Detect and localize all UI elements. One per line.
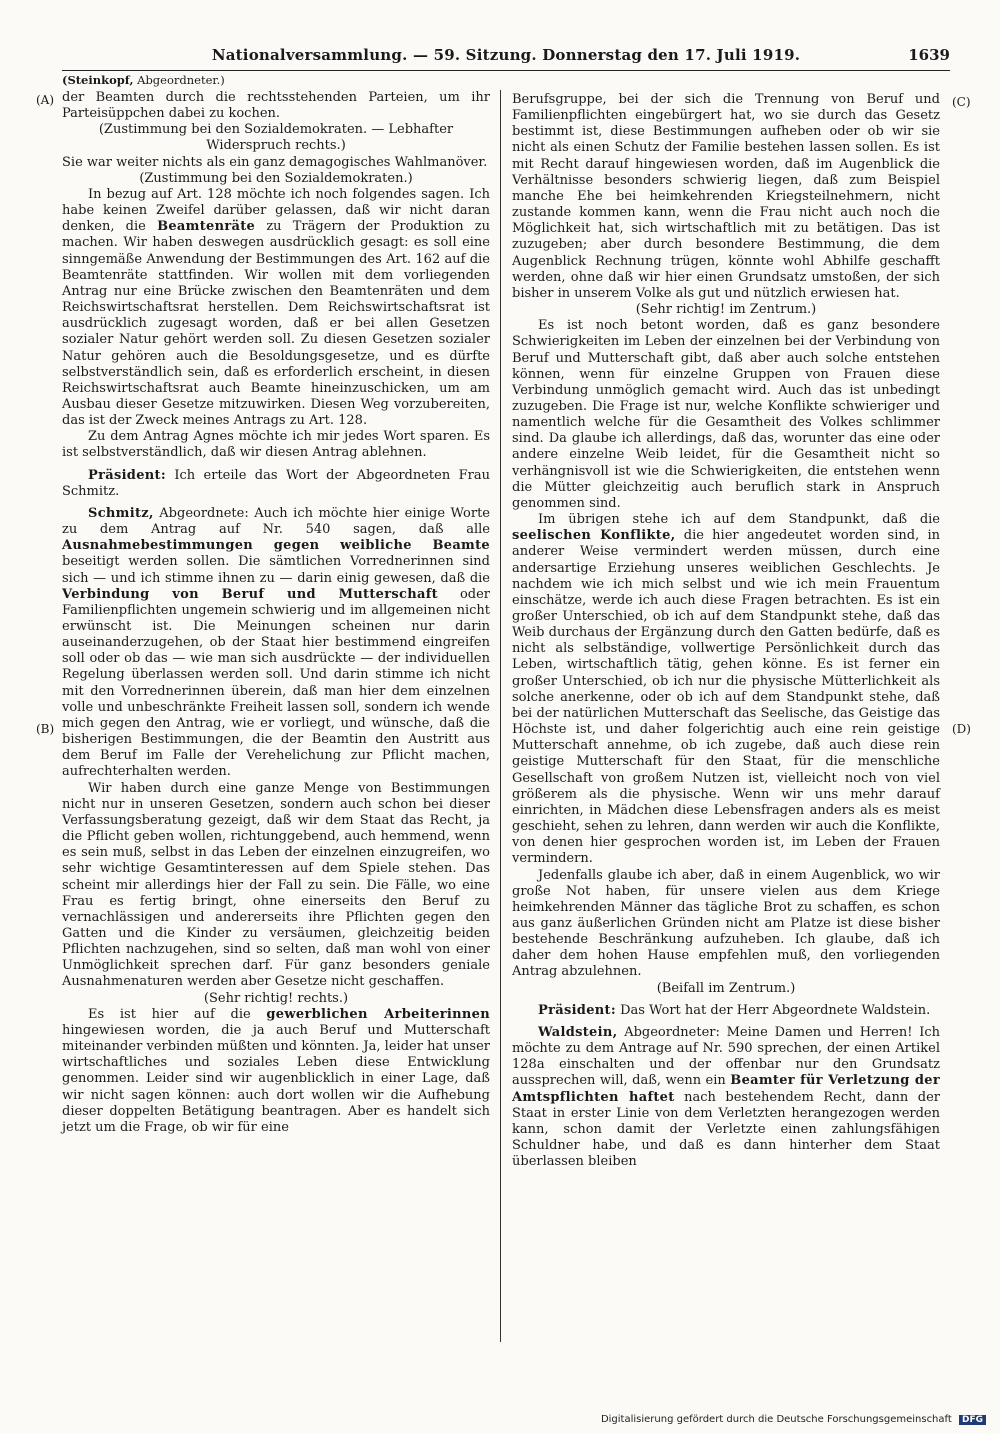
paragraph: Wir haben durch eine ganze Menge von Bestimmungen nicht nur in unseren Gesetzen, sondern auch schon bei dieser Verfassungsberatung gezeigt, daß wir dem Staat das Recht, ja die Pflicht geben wollen, richtunggebend, auch hemmend, wenn es sein muß, selbst in das Leben der einzelnen einzugreifen, wo sehr wichtige Gesamtinteressen auf dem Spiele stehen. Das scheint mir allerdings hier der Fall zu sein. Die Fälle, wo eine Frau es fertig bringt, ohne einerseits den Beruf zu vernachlässigen und andererseits ihre Pflichten gegen den Gatten und die Kinder zu versäumen, gleichzeitig beiden Pflichten nachzugehen, sind so selten, daß man wohl von einer Unmöglichkeit sprechen darf. Für ganz besonders geniale Ausnahmenaturen werden aber Gesetze nicht geschaffen. xyxy=(62,780,490,990)
speech-schmitz: Schmitz, Abgeordnete: Auch ich möchte hier einige Worte zu dem Antrag auf Nr. 540 sagen, daß alle Ausnahmebestimmungen gegen weibliche Beamte beseitigt werden sollen. Die sämtlichen Vorrednerinnen sind sich — und ich stimme ihnen zu — darin einig gewesen, daß die Verbindung von Beruf und Mutterschaft oder Familienpflichten ungemein schwierig und im allgemeinen nicht erwünscht ist. Die Meinungen scheinen nur darin auseinanderzugehen, ob der Staat hier bestimmend eingreifen soll oder ob das — wie man sich ausdrückte — der individuellen Regelung überlassen werden soll. Und darin stimme ich nicht mit den Vorrednerinnen überein, daß man hier dem einzelnen volle und unbeschränkte Freiheit lassen soll, sondern ich wende mich gegen den Antrag, wie er vorliegt, und wünsche, daß die bisherigen Bestimmungen, die der Beamtin den Austritt aus dem Beruf im Falle der Verehelichung zur Pflicht machen, aufrechterhalten werden. xyxy=(62,505,491,780)
margin-marker-d: (D) xyxy=(952,722,971,736)
paragraph: der Beamten durch die rechtsstehenden Parteien, um ihr Parteisüppchen dabei zu kochen. xyxy=(62,90,490,122)
left-column xyxy=(62,90,490,1136)
speaker-schmitz: Schmitz, xyxy=(88,505,154,521)
continuation-speaker-tag xyxy=(62,73,225,87)
interjection: (Sehr richtig! im Zentrum.) xyxy=(635,302,817,318)
paragraph: Es ist noch betont worden, daß es ganz besondere Schwierigkeiten im Leben der einzelnen bei der Verbindung von Beruf und Mutterschaft gibt, daß aber auch solche entstehen können, wenn für einzelne Gruppen von Frauen diese Verbindung unmöglich gemacht wird. Auch das ist unbedingt zuzugeben. Die Frage ist nur, welche Konflikte schwieriger und namentlich welche für die Gesamtheit des Volkes schlimmer sind. Da glaube ich allerdings, daß das, worunter das eine oder andere einzelne Weib leidet, für die Gesamtheit nicht so verhängnisvoll ist wie die Schwierigkeiten, die entstehen wenn die Mütter gleichzeitig auch beruflich stark in Anspruch genommen sind. xyxy=(512,318,940,511)
paragraph: Sie war weiter nichts als ein ganz demagogisches Wahlmanöver. xyxy=(62,154,488,170)
page-header xyxy=(62,46,950,68)
emphasis-arbeiterinnen: gewerblichen Arbeiterinnen xyxy=(266,1006,490,1022)
column-divider xyxy=(500,90,501,1342)
president-statement: Präsident: Ich erteile das Wort der Abgeordneten Frau Schmitz. xyxy=(62,467,490,499)
speaker-president: Präsident: xyxy=(88,467,166,483)
speaker-role: Abgeordneter.) xyxy=(137,73,225,87)
margin-marker-a: (A) xyxy=(36,93,55,107)
interjection: (Zustimmung bei den Sozialdemokraten.) xyxy=(139,170,413,186)
interjection: (Beifall im Zentrum.) xyxy=(656,980,796,996)
interjection: (Zustimmung bei den Sozialdemokraten. — Lebhafter Widerspruch rechts.) xyxy=(98,122,454,154)
paragraph: Jedenfalls glaube ich aber, daß in einem Augenblick, wo wir große Not haben, für unsere vielen aus dem Kriege heimkehrenden Männer das tägliche Brot zu schaffen, es schon aus ganz äußerlichen Gründen nicht am Platze ist diese bisher bestehende Beschränkung aufzuheben. Ich glaube, daß ich daher dem hohen Hause empfehlen muß, den vorliegenden Antrag abzulehnen. xyxy=(512,867,940,980)
credit-text: Digitalisierung gefördert durch die Deutsche Forschungsgemeinschaft xyxy=(600,1414,952,1425)
emphasis-ausnahmebestimmungen: Ausnahmebestimmungen gegen weibliche Beamte xyxy=(62,538,490,554)
speaker-president: Präsident: xyxy=(538,1002,616,1018)
header-rule xyxy=(62,70,950,71)
emphasis-verbindung: Verbindung von Beruf und Mutterschaft xyxy=(62,586,438,602)
paragraph: Es ist hier auf die gewerblichen Arbeiterinnen hingewiesen worden, die ja auch Beruf und Mutterschaft miteinander verbinden müßten und könnten. Ja, leider hat unser wirtschaftliches und soziales Leben diese Entwicklung genommen. Leider sind wir augenblicklich in einer Lage, daß wir nicht sagen können: auch dort wollen wir die Aufhebung dieser doppelten Betätigung beantragen. Aber es handelt sich jetzt um die Frage, ob wir für eine xyxy=(62,1006,490,1135)
running-title: Nationalversammlung. — 59. Sitzung. Donnerstag den 17. Juli 1919. xyxy=(211,46,801,64)
speaker-waldstein: Waldstein, xyxy=(538,1024,618,1040)
speech-waldstein: Waldstein, Abgeordneter: Meine Damen und Herren! Ich möchte zu dem Antrage auf Nr. 590 sprechen, der einen Artikel 128a einschalten und der offenbar nur den Grundsatz aussprechen will, daß, wenn ein Beamter für Verletzung der Amtspflichten haftet nach bestehendem Recht, dann der Staat in erster Linie von dem Verletzten herangezogen werden kann, schon damit der Verletzte einen zahlungsfähigen Schuldner habe, und daß es dann hinterher dem Staat überlassen bleiben xyxy=(512,1024,940,1170)
speaker-name: (Steinkopf, xyxy=(62,73,134,87)
page-number: 1639 xyxy=(908,46,950,64)
president-statement: Präsident: Das Wort hat der Herr Abgeordnete Waldstein. xyxy=(538,1002,931,1018)
dfg-logo: DFG xyxy=(959,1415,986,1425)
right-column xyxy=(512,92,940,1170)
margin-marker-b: (B) xyxy=(36,722,55,736)
paragraph: Zu dem Antrag Agnes möchte ich mir jedes Wort sparen. Es ist selbstverständlich, daß wir diesen Antrag ablehnen. xyxy=(62,429,490,461)
margin-marker-c: (C) xyxy=(952,95,971,109)
emphasis-beamtenraete: Beamtenräte xyxy=(157,219,256,235)
emphasis-konflikte: seelischen Konflikte, xyxy=(512,528,676,544)
emphasis-amtspflichten: Beamter für Verletzung der Amtspflichten haftet xyxy=(512,1073,940,1105)
paragraph: Berufsgruppe, bei der sich die Trennung von Beruf und Familienpflichten eingebürgert hat, wo sie durch das Gesetz bestimmt ist, diese Bestimmungen aufheben oder ob wir sie nicht als einen Schutz der Familie bestehen lassen sollen. Es ist mit Recht darauf hingewiesen worden, daß im Augenblick die Verhältnisse besonders schwierig liegen, daß zum Beispiel manche Ehe bei heimkehrenden Kriegsteilnehmern, nicht zustande kommen kann, wenn die Frau nicht auch noch die Möglichkeit hat, sich wirtschaftlich mit zu betätigen. Das ist zuzugeben; aber durch besondere Bestimmung, die dem Augenblick Rechnung trügen, könnte wohl Abhilfe geschafft werden, ohne daß wir hier einen Grundsatz umstoßen, der sich bisher in unserem Volke als gut und nützlich erwiesen hat. xyxy=(512,92,940,301)
digitization-credit xyxy=(601,1414,986,1425)
paragraph: Im übrigen stehe ich auf dem Standpunkt, daß die seelischen Konflikte, die hier angedeutet worden sind, in anderer Weise vermindert werden müssen, durch eine andersartige Erziehung unseres weiblichen Geschlechts. Je nachdem wie ich mich selbst und wie ich mein Frauentum einschätze, werde ich auch diese Fragen betrachten. Es ist ein großer Unterschied, ob ich auf dem Standpunkt stehe, daß das Weib durchaus der Ergänzung durch den Gatten bedürfe, daß es nicht als selbständige, vollwertige Persönlichkeit durch das Leben, wirtschaftlich tätig, gehen könne. Es ist ferner ein großer Unterschied, ob ich nur die physische Mütterlichkeit als solche anerkenne, oder ob ich auf dem Standpunkt stehe, daß bei der natürlichen Mutterschaft das Seelische, das Geistige das Höchste ist, und daher folgerichtig auch eine rein geistige Mutterschaft annehme, ob ich zugebe, daß auch diese rein geistige Mutterschaft für den Staat, für die menschliche Gesellschaft von großem Nutzen ist, vielleicht noch von viel größerem als die physische. Wenn wir uns mehr darauf einrichten, in Mädchen diese Lebensfragen anders als es meist geschieht, sehen zu lehren, dann werden wir auch die Konflikte, von denen hier gesprochen worden ist, im Leben der Frauen vermindern. xyxy=(512,512,940,867)
interjection: (Sehr richtig! rechts.) xyxy=(203,990,349,1006)
paragraph: In bezug auf Art. 128 möchte ich noch folgendes sagen. Ich habe keinen Zweifel darüber gelassen, daß wir nicht daran denken, die Beamtenräte zu Trägern der Produktion zu machen. Wir haben deswegen ausdrücklich gesagt: es soll eine sinngemäße Anwendung der Bestimmungen des Art. 162 auf die Beamtenräte stattfinden. Wir wollen mit dem vorliegenden Antrag nur eine Brücke zwischen den Beamtenräten und dem Reichswirtschaftsrat herstellen. Dem Reichswirtschaftsrat ist ausdrücklich zugesagt worden, daß er bei allen Gesetzen sozialer Natur gehört werden soll. Zu diesen Gesetzen sozialer Natur gehören auch die Besoldungsgesetze, und es dürfte selbstverständlich sein, daß es erforderlich erscheint, in diesen Reichswirtschaftsrat auch Beamte hineinzuschicken, um am Ausbau dieser Gesetze mitzuwirken. Diesen Weg vorzubereiten, das ist der Zweck meines Antrags zu Art. 128. xyxy=(62,186,490,429)
